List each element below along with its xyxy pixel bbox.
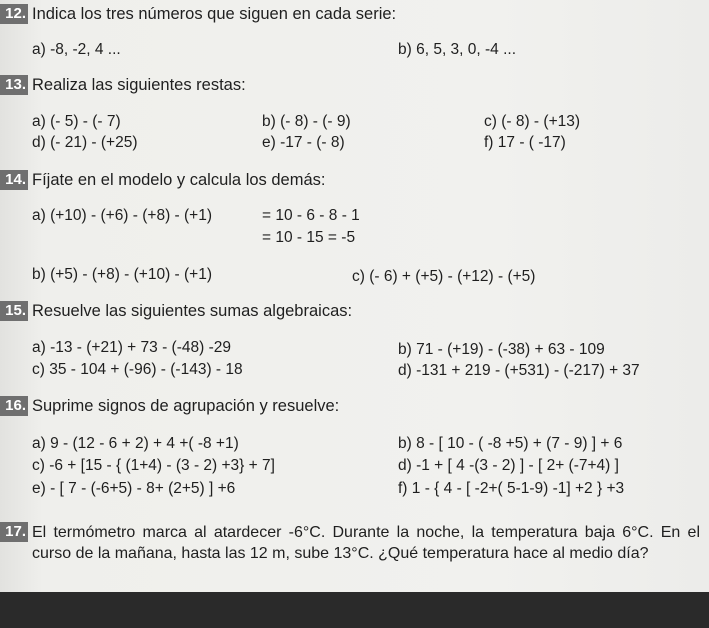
exercise-14-number: 14. [0, 170, 28, 190]
exercise-12-b: b) 6, 5, 3, 0, -4 ... [398, 41, 517, 58]
exercise-13-d: d) (- 21) - (+25) [32, 134, 138, 151]
exercise-16-a: a) 9 - (12 - 6 + 2) + 4 +( -8 +1) [32, 435, 239, 452]
exercise-14-b: b) (+5) - (+8) - (+10) - (+1) [32, 266, 213, 283]
exercise-16-title: Suprime signos de agrupación y resuelve: [32, 397, 340, 415]
exercise-13-e: e) -17 - (- 8) [262, 134, 345, 151]
exercise-14-a-step-2: = 10 - 15 = -5 [262, 229, 356, 246]
exercise-13-a: a) (- 5) - (- 7) [32, 113, 121, 130]
exercise-16-c: c) -6 + [15 - { (1+4) - (3 - 2) +3} + 7] [32, 457, 275, 474]
exercise-15-title: Resuelve las siguientes sumas algebraicas: [32, 302, 353, 320]
exercise-13-title: Realiza las siguientes restas: [32, 76, 246, 94]
exercise-16-d: d) -1 + [ 4 -(3 - 2) ] - [ 2+ (-7+4) ] [398, 457, 619, 474]
exercise-16-f: f) 1 - { 4 - [ -2+( 5-1-9) -1] +2 } +3 [398, 480, 625, 497]
exercise-16-e: e) - [ 7 - (-6+5) - 8+ (2+5) ] +6 [32, 480, 236, 497]
exercise-17-text: El termómetro marca al atardecer -6°C. Durante la noche, la temperatura baja 6°C. En el curso de la mañana, hasta las 12 m, sube 13°C. ¿Qué temperatura hace al medio día? [32, 524, 700, 562]
exercise-14-a-step-1: = 10 - 6 - 8 - 1 [262, 207, 360, 224]
exercise-13-f: f) 17 - ( -17) [484, 134, 566, 151]
exercise-14-c: c) (- 6) + (+5) - (+12) - (+5) [352, 268, 536, 285]
exercise-13-c: c) (- 8) - (+13) [484, 113, 581, 130]
exercise-16-b: b) 8 - [ 10 - ( -8 +5) + (7 - 9) ] + 6 [398, 435, 623, 452]
bottom-dark-bar [0, 592, 709, 628]
exercise-13-b: b) (- 8) - (- 9) [262, 113, 351, 130]
exercise-15-a: a) -13 - (+21) + 73 - (-48) -29 [32, 339, 231, 356]
exercise-15-number: 15. [0, 301, 28, 321]
exercise-17-number: 17. [0, 522, 28, 542]
exercise-15-d: d) -131 + 219 - (+531) - (-217) + 37 [398, 362, 640, 379]
exercise-12-number: 12. [0, 4, 28, 24]
exercise-14-a-expression: a) (+10) - (+6) - (+8) - (+1) [32, 207, 213, 224]
exercise-14-title: Fíjate en el modelo y calcula los demás: [32, 171, 326, 189]
exercise-12-title: Indica los tres números que siguen en cada serie: [32, 5, 397, 23]
exercise-15-b: b) 71 - (+19) - (-38) + 63 - 109 [398, 341, 605, 358]
exercise-12-a: a) -8, -2, 4 ... [32, 41, 121, 58]
exercise-16-number: 16. [0, 396, 28, 416]
exercise-15-c: c) 35 - 104 + (-96) - (-143) - 18 [32, 361, 243, 378]
exercise-13-number: 13. [0, 75, 28, 95]
